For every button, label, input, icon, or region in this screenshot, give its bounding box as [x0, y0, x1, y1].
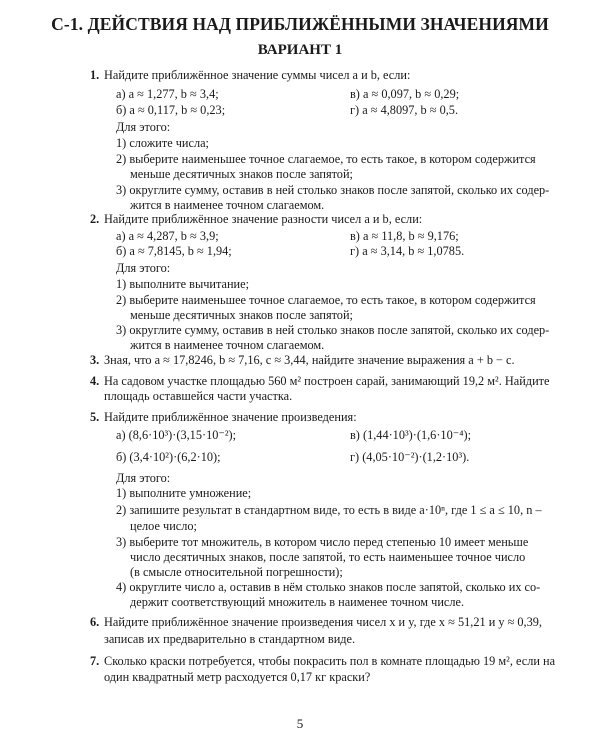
- task-number: 6.: [90, 615, 100, 629]
- hint-title: Для этого:: [116, 120, 171, 134]
- task-number: 2.: [90, 212, 100, 226]
- hint-step: 2) выберите наименьшее точное слагаемое, то есть такое, в котором содержится: [116, 293, 536, 307]
- hint-step-cont: жится в наименее точном слагаемом.: [130, 198, 325, 212]
- hint-step-cont: целое число;: [130, 519, 197, 533]
- hint-step: 1) выполните умножение;: [116, 486, 252, 500]
- option-v: в) a ≈ 11,8, b ≈ 9,176;: [350, 229, 459, 243]
- task-question: Найдите приближённое значение произведения:: [104, 410, 357, 424]
- page-number: 5: [296, 716, 304, 731]
- option-b: б) a ≈ 0,117, b ≈ 0,23;: [116, 103, 226, 117]
- task-number: 4.: [90, 374, 100, 388]
- hint-step: 2) запишите результат в стандартном виде, то есть в виде a·10ⁿ, где 1 ≤ a ≤ 10, n –: [116, 503, 542, 517]
- option-v: в) a ≈ 0,097, b ≈ 0,29;: [350, 87, 460, 101]
- task-text: Найдите приближённое значение произведения чисел x и y, где x ≈ 51,21 и y ≈ 0,39,: [104, 615, 542, 629]
- task-number: 1.: [90, 68, 100, 82]
- option-g: г) a ≈ 3,14, b ≈ 1,0785.: [350, 244, 465, 258]
- option-a: а) a ≈ 1,277, b ≈ 3,4;: [116, 87, 219, 101]
- task-number: 5.: [90, 410, 100, 424]
- task-text: один квадратный метр расходуется 0,17 кг краски?: [104, 670, 371, 684]
- hint-step-cont: меньше десятичных знаков после запятой;: [130, 308, 353, 322]
- hint-step-cont: жится в наименее точном слагаемом.: [130, 338, 325, 352]
- page-title: С-1. ДЕЙСТВИЯ НАД ПРИБЛИЖЁННЫМИ ЗНАЧЕНИЯМИ: [51, 14, 549, 34]
- task-number: 3.: [90, 353, 100, 367]
- option-b: б) a ≈ 7,8145, b ≈ 1,94;: [116, 244, 232, 258]
- hint-step-cont: число десятичных знаков, после запятой, то есть наименьшее точное число: [130, 550, 526, 564]
- task-text: записав их предварительно в стандартном виде.: [104, 632, 356, 646]
- option-a: а) a ≈ 4,287, b ≈ 3,9;: [116, 229, 219, 243]
- task-question: Найдите приближённое значение разности чисел a и b, если:: [104, 212, 423, 226]
- option-a: а) (8,6·10³)·(3,15·10⁻²);: [116, 428, 237, 442]
- task-text: Зная, что a ≈ 17,8246, b ≈ 7,16, c ≈ 3,44, найдите значение выражения a + b − c.: [104, 353, 515, 367]
- hint-title: Для этого:: [116, 261, 171, 275]
- task-number: 7.: [90, 654, 100, 668]
- option-b: б) (3,4·10²)·(6,2·10);: [116, 450, 221, 464]
- hint-step: 1) выполните вычитание;: [116, 277, 250, 291]
- hint-step: 3) выберите тот множитель, в котором число перед степенью 10 имеет меньше: [116, 535, 529, 549]
- task-question: Найдите приближённое значение суммы чисел a и b, если:: [104, 68, 411, 82]
- hint-step: 4) округлите число a, оставив в нём столько знаков после запятой, сколько их со-: [116, 580, 541, 594]
- option-g: г) (4,05·10⁻²)·(1,2·10³).: [350, 450, 470, 464]
- hint-title: Для этого:: [116, 471, 171, 485]
- hint-step-cont: держит соответствующий множитель в наименее точном числе.: [130, 595, 465, 609]
- hint-step: 2) выберите наименьшее точное слагаемое, то есть такое, в котором содержится: [116, 152, 536, 166]
- task-text: Сколько краски потребуется, чтобы покрасить пол в комнате площадью 19 м², если на: [104, 654, 556, 668]
- task-text: На садовом участке площадью 560 м² построен сарай, занимающий 19,2 м². Найдите: [104, 374, 550, 388]
- hint-step: 3) округлите сумму, оставив в ней столько знаков после запятой, сколько их содер-: [116, 323, 550, 337]
- task-text: площадь оставшейся части участка.: [104, 389, 293, 403]
- option-v: в) (1,44·10³)·(1,6·10⁻⁴);: [350, 428, 472, 442]
- hint-step-cont: меньше десятичных знаков после запятой;: [130, 167, 353, 181]
- hint-step: 1) сложите числа;: [116, 136, 209, 150]
- hint-step: 3) округлите сумму, оставив в ней столько знаков после запятой, сколько их содер-: [116, 183, 550, 197]
- hint-step-cont: (в смысле относительной погрешности);: [130, 565, 343, 579]
- option-g: г) a ≈ 4,8097, b ≈ 0,5.: [350, 103, 459, 117]
- variant-heading: ВАРИАНТ 1: [257, 42, 343, 58]
